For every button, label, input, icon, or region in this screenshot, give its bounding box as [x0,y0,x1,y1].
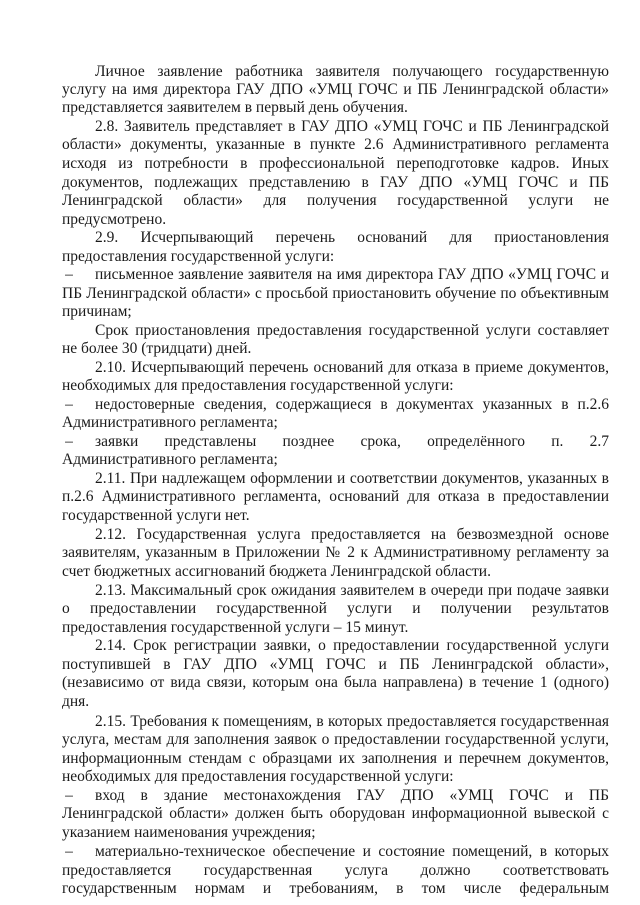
text-line: 2.9. Исчерпывающий перечень оснований для приостановления [95,229,609,246]
list-dash: – [65,396,73,413]
text-line: п.2.6 Административного регламента, оснований для отказа в предоставлении [62,488,609,505]
text-line: услугу на имя директора ГАУ ДПО «УМЦ ГОЧС и ПБ Ленинградской области» [62,81,609,98]
text-line: материально-техническое обеспечение и состояние помещений, в которых [95,843,609,860]
text-line: Личное заявление работника заявителя получающего государственную [95,63,609,80]
text-line: заявителям, указанным в Приложении № 2 к Административному регламенту за [62,544,609,561]
text-line: Ленинградской области» для получения государственной услуги не [62,192,609,209]
text-line: ПБ Ленинградской области» с просьбой приостановить обучение по объективным [62,285,609,302]
text-line: указанием наименования учреждения; [62,824,316,841]
text-line: 2.12. Государственная услуга предоставляется на безвозмездной основе [95,526,609,543]
text-line: документов, подлежащих представлению в ГАУ ДПО «УМЦ ГОЧС и ПБ [62,174,609,191]
text-line: 2.15. Требования к помещениям, в которых предоставляется государственная [95,713,609,730]
text-line: необходимых для предоставления государственной услуги: [62,768,454,785]
text-line: (независимо от вида связи, которым она была направлена) в течение 1 (одного) [62,674,609,691]
text-line: о предоставлении государственной услуги и получении результатов [62,600,609,617]
text-line: Административного регламента; [62,451,278,468]
text-line: информационным стендам с образцами их заполнения и перечнем документов, [62,750,609,767]
text-line: недостоверные сведения, содержащиеся в документах указанных в п.2.6 [95,396,609,413]
list-dash: – [65,433,73,450]
text-line: 2.11. При надлежащем оформлении и соответствии документов, указанных в [95,470,609,487]
text-line: исходя из потребности в профессиональной переподготовке кадров. Иных [62,155,609,172]
list-dash: – [65,787,73,804]
text-line: предоставляется государственная услуга должно соответствовать [62,862,609,879]
text-line: причинам; [62,303,132,320]
text-line: Срок приостановления предоставления государственной услуги составляет [95,322,609,339]
text-line: представляется заявителем в первый день обучения. [62,99,408,116]
text-line: услуга, местам для заполнения заявок о предоставлении государственной услуги, [62,731,609,748]
text-line: государственной услуги нет. [62,507,250,524]
text-line: 2.10. Исчерпывающий перечень оснований для отказа в приеме документов, [95,359,609,376]
text-line: предоставления государственной услуги – 15 минут. [62,619,409,636]
text-line: счет бюджетных ассигнований бюджета Ленинградской области. [62,563,491,580]
text-line: не более 30 (тридцати) дней. [62,340,252,357]
text-line: Административного регламента; [62,414,278,431]
text-line: предоставления государственной услуги: [62,248,335,265]
text-line: 2.14. Срок регистрации заявки, о предоставлении государственной услуги [95,637,609,654]
text-line: государственным нормам и требованиям, в том числе федеральным [62,880,609,897]
text-line: необходимых для предоставления государственной услуги: [62,377,454,394]
text-line: области» документы, указанные в пункте 2.6 Административного регламента [62,136,609,153]
text-line: заявки представлены позднее срока, определённого п. 2.7 [95,433,609,450]
list-dash: – [65,843,73,860]
text-line: 2.13. Максимальный срок ожидания заявителем в очереди при подаче заявки [95,582,609,599]
list-dash: – [65,266,73,283]
text-line: предусмотрено. [62,211,167,228]
text-line: Ленинградской области» должен быть оборудован информационной вывеской с [62,805,609,822]
text-line: дня. [62,693,90,710]
text-line: вход в здание местонахождения ГАУ ДПО «УМЦ ГОЧС и ПБ [95,787,609,804]
text-line: поступившей в ГАУ ДПО «УМЦ ГОЧС и ПБ Ленинградской области», [62,656,609,673]
text-line: 2.8. Заявитель представляет в ГАУ ДПО «УМЦ ГОЧС и ПБ Ленинградской [95,118,609,135]
text-line: письменное заявление заявителя на имя директора ГАУ ДПО «УМЦ ГОЧС и [95,266,609,283]
